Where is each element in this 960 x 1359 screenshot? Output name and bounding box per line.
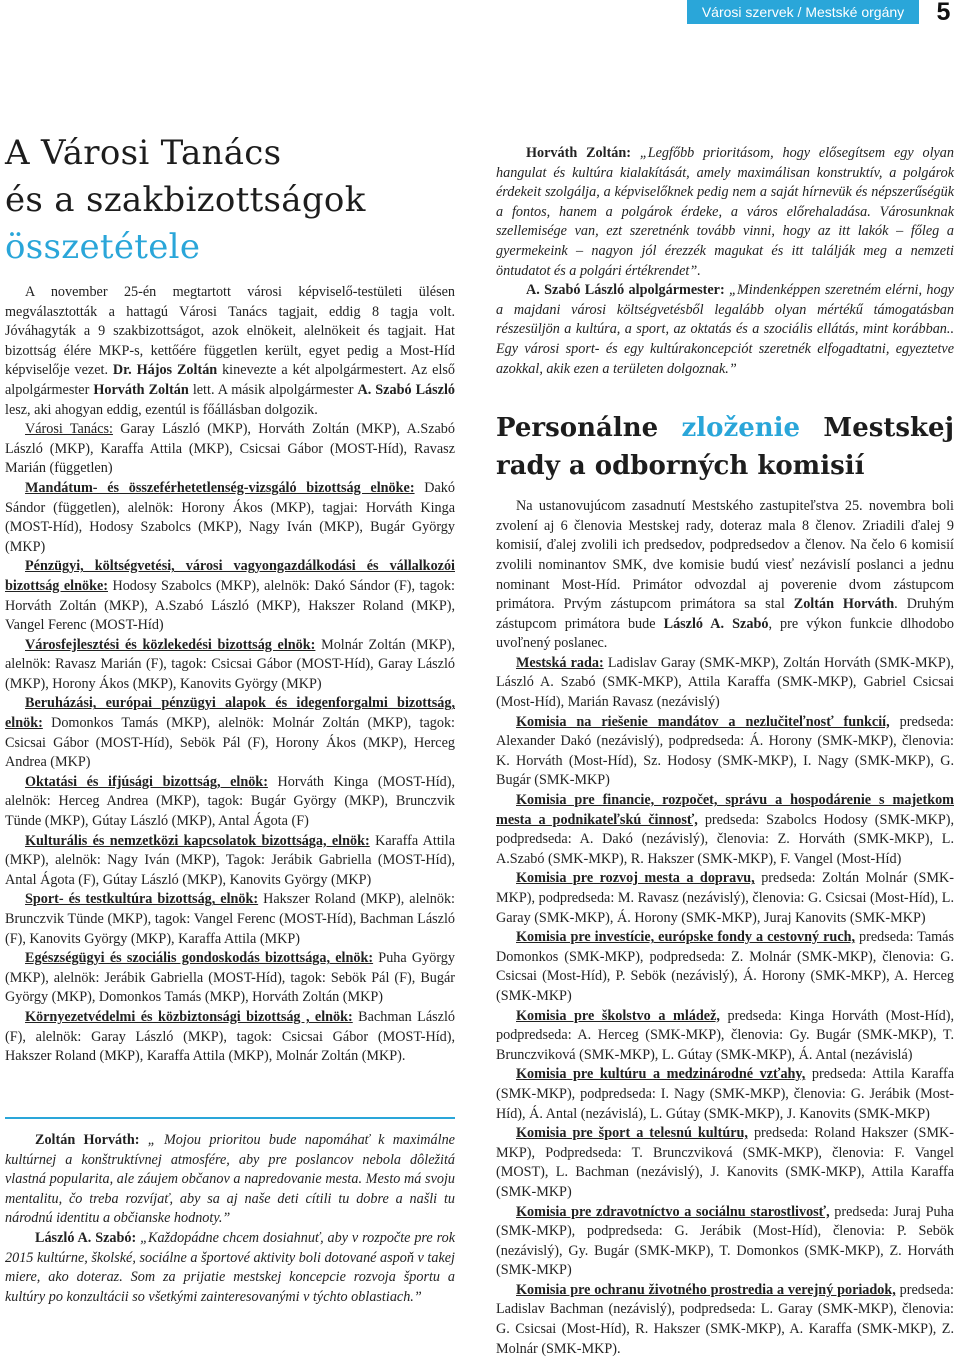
sk-quotes-box — [5, 1117, 455, 1307]
hu-committee: Beruházási, európai pénzügyi alapok és idegenforgalmi bizottság, elnök: Domonkos Tamás (MKP), alelnök: Molnár Zoltán (MKP), tagok: Csicsai Gábor (MOST-Híd), Sebök Pál (F), Horony Ákos (MKP), Herceg Andrea (MKP) — [5, 695, 455, 771]
sk-committee: Komisia pre kultúru a medzinárodné vzťahy, predseda: Attila Karaffa (SMK-MKP), podpredseda: I. Nagy (SMK-MKP), členovia: G. Jerábik (Most-Híd), Á. Antal (nezávislá), L. Gútay (SMK-MKP), J. Kanovits (SMK-MKP) — [496, 1066, 954, 1122]
sk-committee: Komisia pre zdravotníctvo a sociálnu starostlivosť, predseda: Juraj Puha (SMK-MKP), podpredseda: G. Jerábik (Most-Híd), členovia: P. Sebök (nezávislý), Gy. Bugár (SMK-MKP), T. Domonkos (SMK-MKP), Z. Horváth (SMK-MKP) — [496, 1203, 954, 1279]
hu-quote-szabo: A. Szabó László alpolgármester: „Mindenképpen szeretném elérni, hogy a majdani városi költségvetésből legalább olyan mértékű támogatásban részesüljön a kultúra, a sport, az oktatás és a szociális ellátás, mint korábban.. Egy városi sport- és egy kultúrakoncepciót szeretnék elfogadtatni, egyeztetve azokkal, akik ezen a területen dolgoznak.” — [496, 282, 954, 377]
hu-committee: Városfejlesztési és közlekedési bizottság elnök: Molnár Zoltán (MKP), alelnök: Ravasz Marián (F), tagok: Csicsai Gábor (MOST-Híd), Garay László (MKP), Horony Ákos (MKP), Kanovits György (MKP) — [5, 636, 455, 692]
hu-committee: Egészségügyi és szociális gondoskodás bizottsága, elnök: Puha György (MKP), alelnök: Jerábik Gabriella (MOST-Híd), tagok: Sebök Pál (F), Bugár György (MKP), Domonkos Tamás (MKP), Horváth Zoltán (MKP) — [5, 950, 455, 1006]
hu-committee: Kulturális és nemzetközi kapcsolatok bizottsága, elnök: Karaffa Attila (MKP), alelnök: Nagy Iván (MKP), Tagok: Jerábik Gabriella (MOST-Híd), Antal Ágota (F), Gútay László (MKP), Kanovits György (MKP) — [5, 832, 455, 888]
hu-committee: Sport- és testkultúra bizottság, elnök: Hakszer Roland (MKP), alelnök: Brunczvik Tünde (MKP), tagok: Vangel Ferenc (MOST-Híd), Bachman László (F), Kanovits György (MKP), Karaffa Attila (MKP) — [5, 891, 455, 947]
hu-intro: A november 25-én megtartott városi képviselő-testületi ülésen megválasztották a hattagú Városi Tanács tagjait, eddig 8 tagja volt. Jóváhagyták a 9 szakbizottságot, azok elnökeit, alelnökeit és tagjait. Hat bizottság élére MKP-s, kettőére független került, egyet pedig a Most-Híd képviselője vezet. Dr. Hájos Zoltán kinevezte a két alpolgármestert. Az első alpolgármester Horváth Zoltán lett. A másik alpolgármester A. Szabó László lesz, aki ahogyan eddig, ezentúl is főállásban dolgozik. — [5, 284, 456, 418]
hu-quotes — [496, 144, 954, 379]
sk-intro: Na ustanovujúcom zasadnutí Mestského zastupiteľstva 25. novembra boli zvolení aj 6 členovia Mestskej rady, doteraz mala 8 členov. Zriadili ďalej 9 komisií, ďalej zvolili ich predsedov, podpredsedov a členov. Na čelo 6 komisií zvolili nominantov SMK, dve komisie budú viesť nezávislí poslanci a jednu nominant Most-Híd. Primátor odvozdal aj poverenie dvom zástupcom primátora. Prvým zástupcom primátora sa stal Zoltán Horváth. Druhým zástupcom primátora bude László A. Szabó, pre výkon funkcie dlhodobo uvoľnený poslanec. — [496, 498, 954, 652]
sk-article — [496, 144, 954, 1359]
sk-committee: Komisia pre financie, rozpočet, správu a hospodárenie s majetkom mesta a podnikateľskú činnosť, predseda: Szabolcs Hodosy (SMK-MKP), podpredseda: A. Dakó (nezávislý), členovia: Z. Horváth (SMK-MKP), L. A.Szabó (SMK-MKP), R. Hakszer (SMK-MKP), F. Vangel (Most-Híd) — [496, 792, 954, 867]
sk-committee: Komisia na riešenie mandátov a nezlučiteľnosť funkcií, predseda: Alexander Dakó (nezávislý), podpredseda: Á. Horony (SMK-MKP), členovia: K. Horváth (Most-Híd), Sz. Hodosy (SMK-MKP), I. Nagy (SMK-MKP), G. Bugár (SMK-MKP) — [496, 713, 954, 789]
hu-title-line1: A Városi Tanács — [5, 133, 282, 173]
hu-title-line2: és a szakbizottságok — [5, 180, 366, 220]
hu-committee: Környezetvédelmi és közbiztonsági bizottság , elnök: Bachman László (F), alelnök: Garay László (MKP), tagok: Csicsai Gábor (MOST-Híd), Hakszer Roland (MKP), Karaffa Attila (MKP), Molnár Zoltán (MKP). — [5, 1008, 455, 1065]
sk-council: Mestská rada: Ladislav Garay (SMK-MKP), Zoltán Horváth (SMK-MKP), László A. Szabó (SMK-MKP), Attila Karaffa (SMK-MKP), Gabriel Csicsai (Most-Híd), Marián Ravasz (nezávislý) — [496, 654, 954, 711]
page-number: 5 — [936, 0, 951, 26]
hu-committee: Mandátum- és összeférhetetlenség-vizsgáló bizottság elnöke: Dakó Sándor (független), alelnök: Horony Ákos (MKP), tagjai: Horváth Kinga (MOST-Híd), Hodosy Szabolcs (MKP), Nagy Iván (MKP), Bugár György (MKP) — [5, 479, 455, 555]
hu-committee-list — [5, 479, 455, 1067]
sk-committee: Komisia pre školstvo a mládež, predseda: Kinga Horváth (Most-Híd), podpredseda: A. Herceg (SMK-MKP), členovia: Gy. Bugár (SMK-MKP), T. Brunczviková (SMK-MKP), L. Gútay (SMK-MKP), Á. Antal (nezávislá) — [496, 1007, 954, 1063]
sk-committee: Komisia pre investície, európske fondy a cestovný ruch, predseda: Tamás Domonkos (SMK-MKP), podpredseda: Z. Molnár (SMK-MKP), členovia: G. Csicsai (Most-Híd), P. Sebök (nezávislý), Á. Horony (SMK-MKP), A. Herceg (SMK-MKP) — [496, 929, 954, 1004]
sk-quote-szabo: László A. Szabó: „Každopádne chcem dosiahnuť, aby v rozpočte pre rok 2015 kultúrne, školské, sociálne a športové aktivity boli dotované aspoň v takej miere, ako doteraz. Som za prijatie mestskej koncepcie rozvoja športu a kultúry po konzultácii so všetkými zainteresovanými v týchto oblastiach.” — [5, 1229, 455, 1305]
sk-committee: Komisia pre ochranu životného prostredia a verejný poriadok, predseda: Ladislav Bachman (nezávislý), podpredseda: L. Garay (SMK-MKP), členovia: G. Csicsai (Most-Híd), R. Hakszer (SMK-MKP), A. Karaffa (SMK-MKP), Z. Molnár (SMK-MKP). — [496, 1281, 954, 1357]
page-header — [0, 0, 960, 28]
hu-committee: Oktatási és ifjúsági bizottság, elnök: Horváth Kinga (MOST-Híd), alelnök: Herceg Andrea (MKP), tagok: Bugár György (MKP), Brunczvik Tünde (MKP), Gútay László (MKP), Antal Ágota (F) — [5, 773, 456, 830]
hu-title — [5, 130, 455, 271]
sk-committee-list — [496, 713, 954, 1359]
hu-council: Városi Tanács: Garay László (MKP), Horváth Zoltán (MKP), A.Szabó László (MKP), Karaffa Attila (MKP), Csicsai Gábor (MOST-Híd), Ravasz Marián (független) — [5, 421, 455, 477]
hu-quote-horvath: Horváth Zoltán: „Legfőbb prioritásom, hogy elősegítsem egy olyan hangulat és kultúra kialakítását, amely maximálisan konstruktív, a polgárok érdekeit szolgálja, a képviselőknek pedig nem a saját hírnevük és népszerűségük a fontos, hanem a polgárok érdeke, a város előrehaladása. Városunknak szellemisége van, ezt szeretnénk tovább vinni, hogy az itt lakók – főleg a gyermekeink – nagyon jól érezzék magukat és itt találják meg a nemzeti öntudatot és a polgári értékrendet”. — [496, 145, 954, 279]
hu-title-line3: összetétele — [5, 227, 201, 267]
section-tag: Városi szervek / Mestské orgány — [687, 0, 919, 24]
sk-title: Personálne zloženie Mestskej rady a odborných komisií — [496, 413, 955, 482]
sk-committee: Komisia pre rozvoj mesta a dopravu, predseda: Zoltán Molnár (SMK-MKP), podpredseda: M. Ravasz (nezávislý), členovia: G. Csicsai (Most-Híd), L. Garay (SMK-MKP), Á. Horony (SMK-MKP), Juraj Kanovits (SMK-MKP) — [496, 870, 954, 926]
sk-quote-horvath: Zoltán Horváth: „ Mojou prioritou bude napomáhať k maximálne kultúrnej a konštruktívnej atmosfére, aby pre poslancov nebola dôležitá vlastná popularita, ale záujem občanov a napredovanie mesta. Mesto má svoju mentalitu, čo treba rozvíjať, aby sa aj naše deti cítili tu dobre a našli tu národnú identitu a občianske hodnoty.” — [5, 1132, 455, 1227]
hu-article — [5, 130, 455, 1067]
hu-committee: Pénzügyi, költségvetési, városi vagyongazdálkodási és vállalkozói bizottság elnöke: Hodosy Szabolcs (MKP), alelnök: Dakó Sándor (F), tagok: Horváth Zoltán (MKP), A.Szabó László (MKP), Hakszer Roland (MKP), Vangel Ferenc (MOST-Híd) — [5, 558, 455, 634]
sk-committee: Komisia pre šport a telesnú kultúru, predseda: Roland Hakszer (SMK-MKP), Podpredseda: T. Brunczviková (SMK-MKP), členovia: F. Vangel (MOST), L. Bachman (nezávislý), J. Kanovits (SMK-MKP), Attila Karaffa (SMK-MKP) — [496, 1125, 954, 1200]
